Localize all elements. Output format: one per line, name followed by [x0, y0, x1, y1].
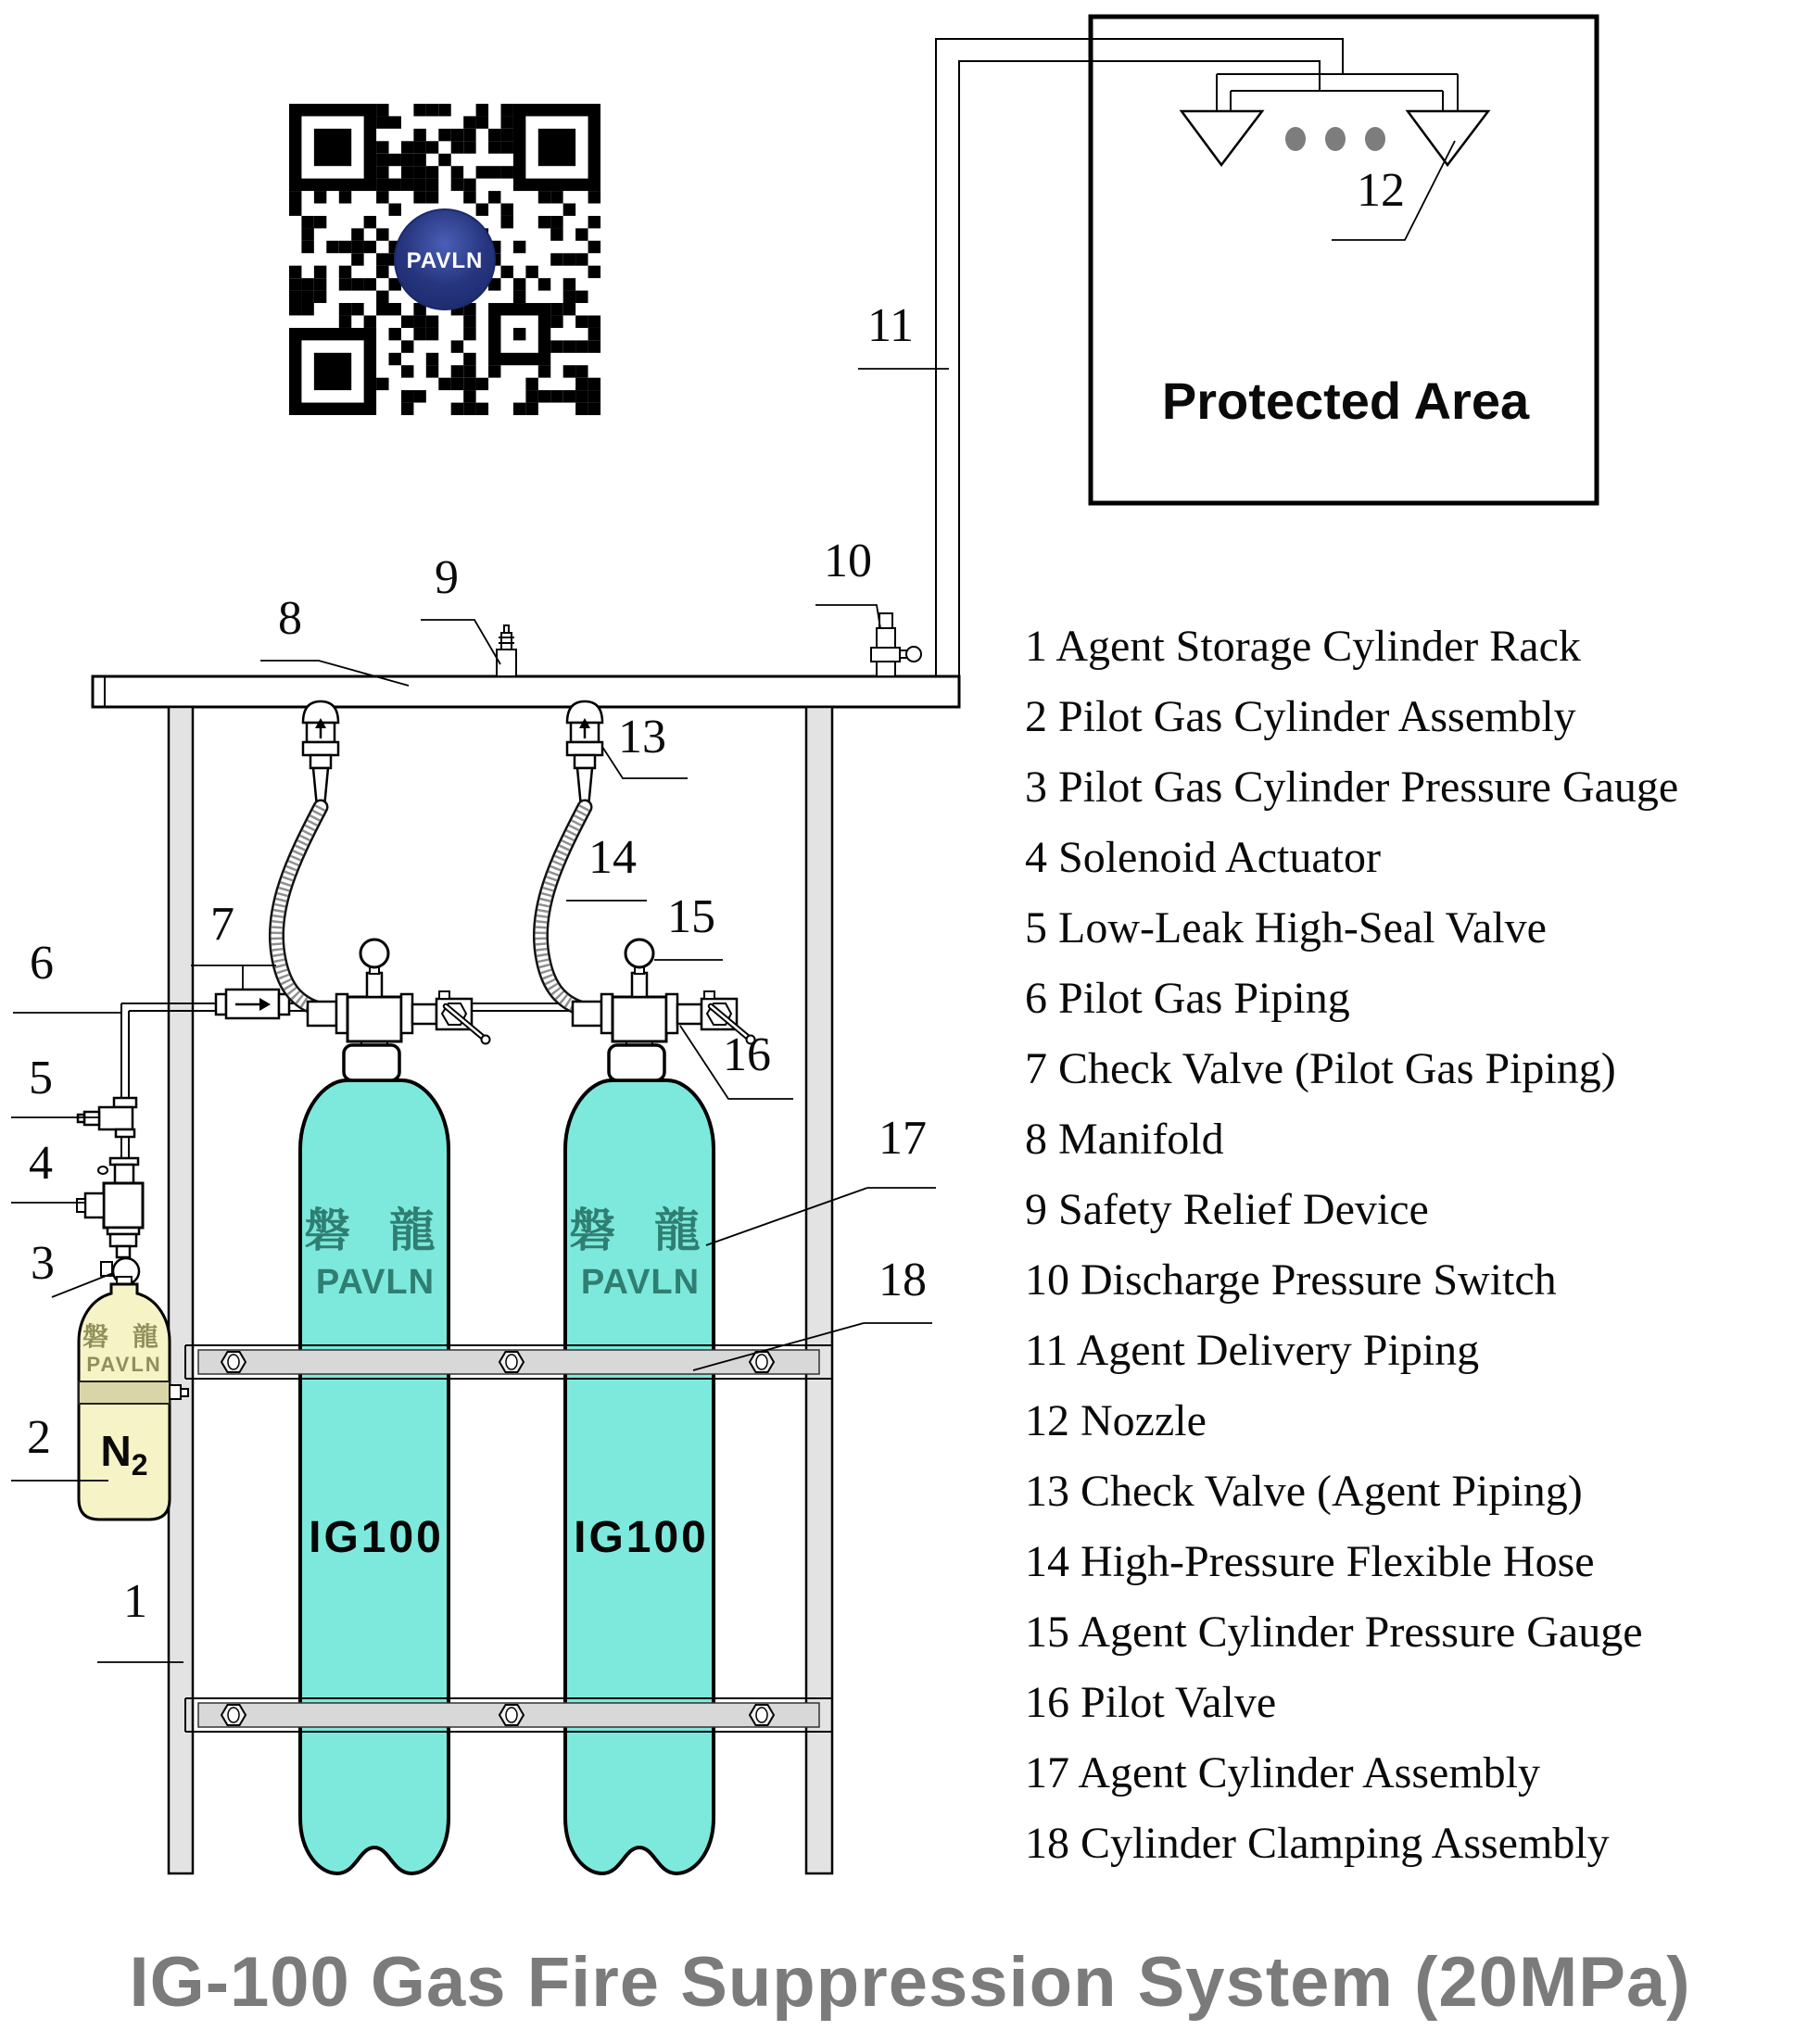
callout-18: 18	[878, 1254, 927, 1306]
agent-pressure-gauge	[626, 940, 653, 967]
callout-13: 13	[618, 711, 666, 763]
callout-1: 1	[123, 1575, 147, 1628]
legend-item: 1 Agent Storage Cylinder Rack	[1025, 622, 1581, 671]
callout-9: 9	[435, 551, 459, 604]
protected-area-label: Protected Area	[1161, 372, 1530, 430]
legend-item: 9 Safety Relief Device	[1025, 1185, 1429, 1234]
legend-item: 4 Solenoid Actuator	[1025, 833, 1381, 882]
cylinder-model-label: IG100	[309, 1513, 444, 1562]
callout-5: 5	[29, 1052, 53, 1104]
protected-area-box	[1091, 17, 1597, 503]
qr-logo-text: PAVLN	[406, 248, 484, 273]
legend-item: 14 High-Pressure Flexible Hose	[1025, 1537, 1595, 1586]
legend-item: 15 Agent Cylinder Pressure Gauge	[1025, 1608, 1643, 1657]
flexible-hose	[540, 807, 585, 1008]
callout-17: 17	[878, 1112, 927, 1165]
band-connector	[170, 1385, 181, 1399]
callout-14: 14	[588, 831, 637, 884]
check-valve-agent	[567, 701, 602, 807]
legend-item: 6 Pilot Gas Piping	[1025, 974, 1350, 1023]
legend-item: 5 Low-Leak High-Seal Valve	[1025, 903, 1547, 952]
solenoid-actuator	[77, 1158, 143, 1257]
cylinder-brand-latin: PAVLN	[580, 1263, 701, 1302]
callout-12: 12	[1357, 164, 1405, 217]
flexible-hose	[276, 807, 321, 1008]
cylinder-brand-cjk: 磐 龍	[304, 1204, 447, 1257]
agent-cylinder-body	[565, 1080, 714, 1873]
callout-15: 15	[667, 890, 715, 943]
callout-16: 16	[723, 1028, 771, 1081]
pilot-gas-label: N2	[100, 1427, 148, 1482]
page-title: IG-100 Gas Fire Suppression System (20MPa)	[129, 1943, 1691, 2022]
legend-item: 18 Cylinder Clamping Assembly	[1025, 1819, 1610, 1868]
pilot-pressure-gauge	[101, 1258, 139, 1286]
legend-item: 16 Pilot Valve	[1025, 1678, 1277, 1727]
clamp-bar	[185, 1345, 832, 1379]
legend-item: 17 Agent Cylinder Assembly	[1025, 1748, 1540, 1797]
cylinder-brand-latin: PAVLN	[315, 1263, 436, 1302]
legend-item: 13 Check Valve (Agent Piping)	[1025, 1467, 1583, 1516]
legend-item: 3 Pilot Gas Cylinder Pressure Gauge	[1025, 763, 1679, 812]
callout-10: 10	[824, 535, 872, 587]
callout-8: 8	[278, 592, 302, 645]
callout-6: 6	[30, 937, 54, 990]
cylinder-model-label: IG100	[574, 1513, 709, 1562]
callout-2: 2	[27, 1411, 51, 1464]
legend-item: 11 Agent Delivery Piping	[1025, 1326, 1480, 1375]
cylinder-brand-cjk: 磐 龍	[569, 1204, 712, 1257]
legend-item: 10 Discharge Pressure Switch	[1025, 1255, 1557, 1305]
callout-11: 11	[866, 299, 915, 352]
clamp-bar	[185, 1698, 832, 1732]
legend-item: 12 Nozzle	[1025, 1396, 1207, 1445]
check-valve-agent	[303, 701, 338, 807]
band-connector-tip	[181, 1389, 188, 1396]
nozzle-dots	[1285, 127, 1385, 151]
legend-item: 7 Check Valve (Pilot Gas Piping)	[1025, 1044, 1616, 1093]
discharge-pressure-switch	[871, 613, 921, 676]
agent-cylinder-body	[300, 1080, 449, 1873]
callout-4: 4	[29, 1137, 53, 1190]
legend-item: 2 Pilot Gas Cylinder Assembly	[1025, 692, 1576, 741]
pilot-brand-latin: PAVLN	[86, 1353, 162, 1376]
callout-7: 7	[210, 898, 234, 951]
agent-pressure-gauge	[360, 940, 388, 967]
callout-3: 3	[31, 1237, 55, 1290]
check-valve-pilot-piping	[216, 990, 289, 1018]
legend-item: 8 Manifold	[1025, 1115, 1224, 1164]
pilot-cylinder-band	[79, 1381, 170, 1404]
safety-relief-device	[497, 625, 516, 676]
pilot-brand-cjk: 磐 龍	[82, 1321, 166, 1352]
legend	[1025, 612, 1678, 1879]
manifold	[93, 676, 959, 707]
